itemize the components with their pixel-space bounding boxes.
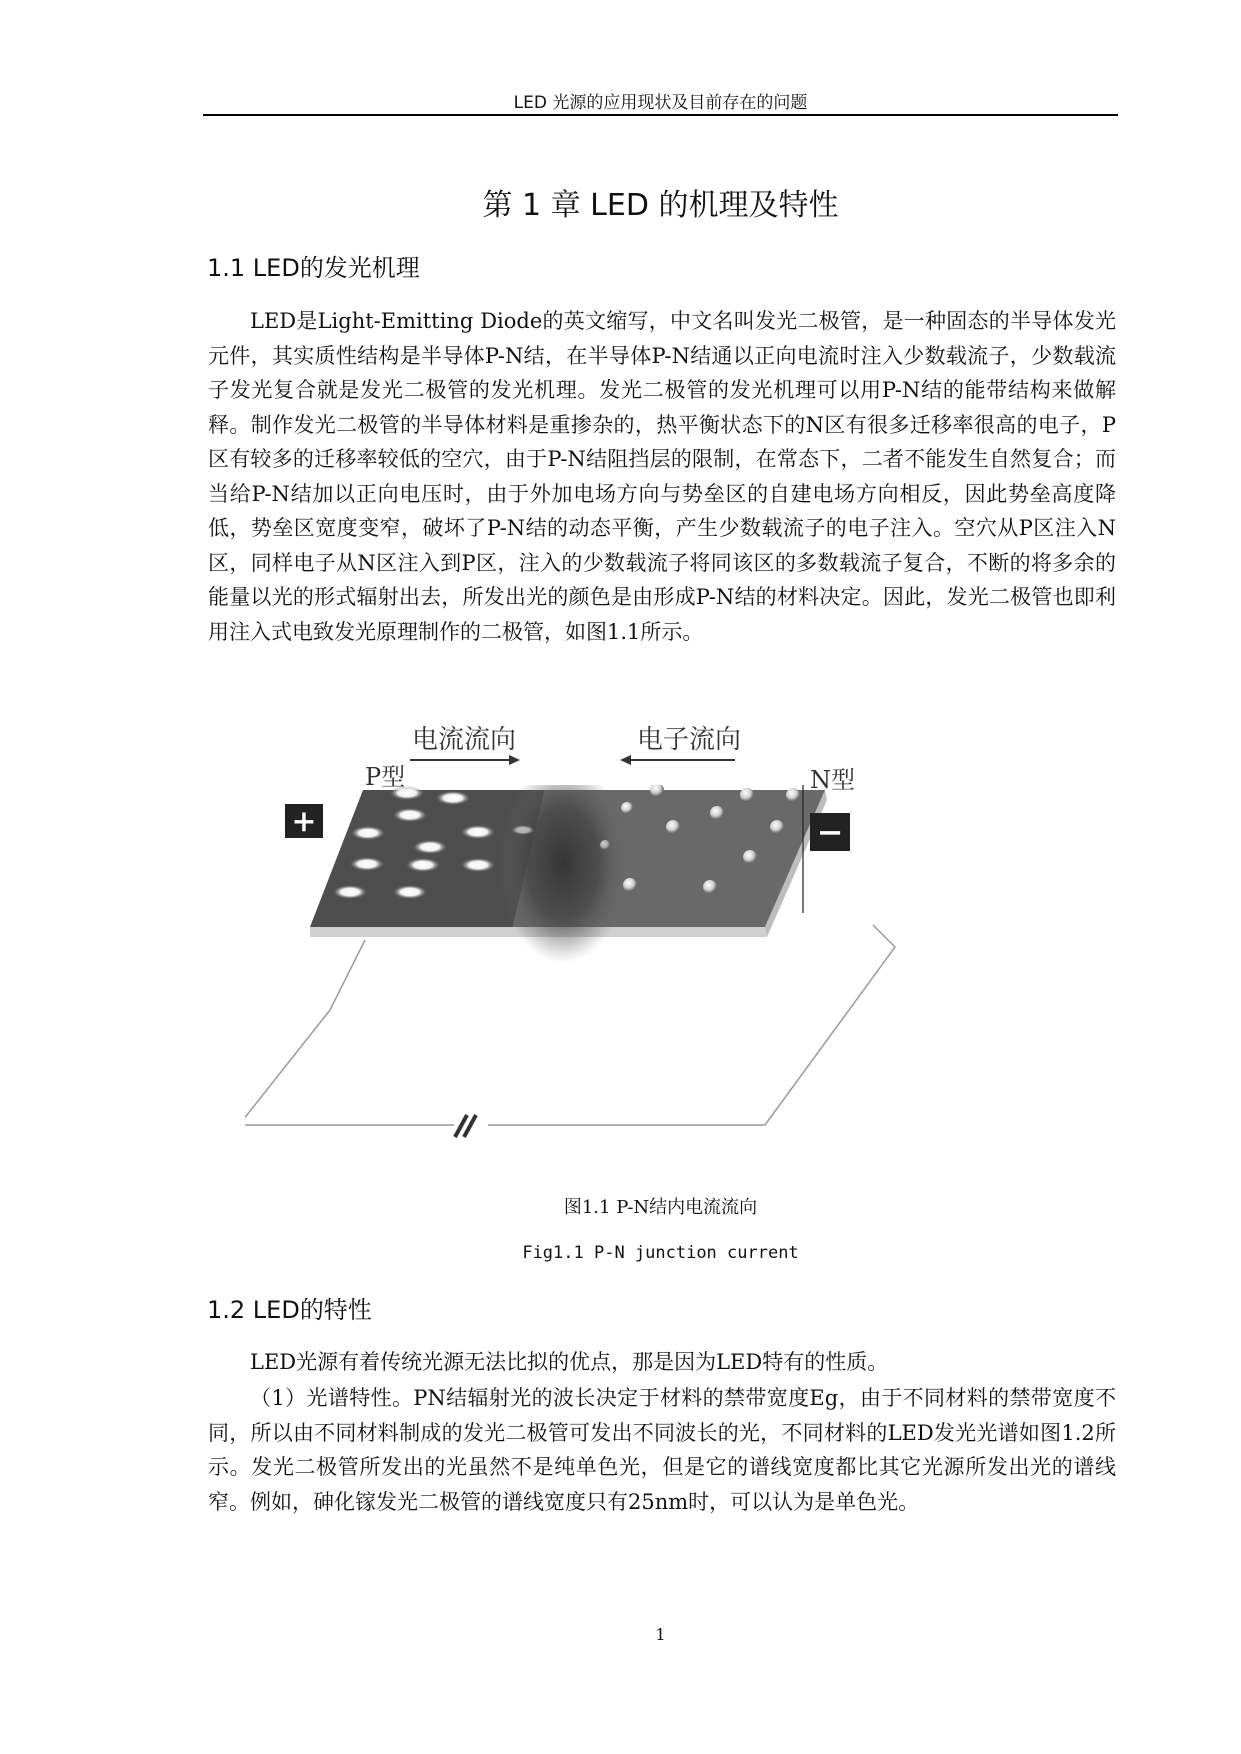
hole	[333, 885, 367, 899]
electron	[600, 840, 610, 850]
hole	[461, 858, 495, 872]
figure-caption-en: Fig1.1 P-N junction current	[522, 1243, 799, 1263]
p-type-label: P型	[365, 763, 406, 791]
circuit-wire	[245, 940, 454, 1125]
current-direction-label: 电流流向	[412, 725, 517, 755]
hole	[350, 857, 384, 871]
plus-terminal-label: +	[291, 804, 317, 839]
header-rule	[203, 114, 1118, 116]
paragraph-spectral-characteristics: （1）光谱特性。PN结辐射光的波长决定于材料的禁带宽度Eg，由于不同材料的禁带宽度不同，所以由不同材料制成的发光二极管可发出不同波长的光，不同材料的LED发光光谱如图1.2所示。发光二极管所发出的光虽然不是纯单色光，但是它的谱线宽度都比其它光源所发出光的谱线窄。例如，砷化镓发光二极管的谱线宽度只有25nm时，可以认为是单色光。	[208, 1386, 1116, 1514]
electron-direction-label: 电子流向	[637, 725, 742, 755]
pn-junction-diagram	[245, 785, 963, 1160]
electron-direction-arrowhead	[620, 755, 631, 765]
figure-pn-junction	[245, 725, 963, 1160]
hole	[413, 840, 447, 854]
section-title-1-2: 1.2 LED的特性	[207, 1296, 372, 1324]
current-direction-arrowhead	[509, 755, 520, 765]
figure-caption-cn: 图1.1 P-N结内电流流向	[563, 1197, 758, 1218]
minus-terminal-label: −	[816, 813, 844, 851]
paragraph-led-mechanism: LED是Light-Emitting Diode的英文缩写，中文名叫发光二极管，是一种固态的半导体发光元件，其实质性结构是半导体P-N结，在半导体P-N结通以正向电流时注入少数载流子，少数载流子发光复合就是发光二极管的发光机理。发光二极管的发光机理可以用P-N结的能带结构来做解释。制作发光二极管的半导体材料是重掺杂的，热平衡状态下的N区有很多迁移率很高的电子，P区有较多的迁移率较低的空穴，由于P-N结阻挡层的限制，在常态下，二者不能发生自然复合；而当给P-N结加以正向电压时，由于外加电场方向与势垒区的自建电场方向相反，因此势垒高度降低，势垒区宽度变窄，破坏了P-N结的动态平衡，产生少数载流子的电子注入。空穴从P区注入N区，同样电子从N区注入到P区，注入的少数载流子将同该区的多数载流子复合，不断的将多余的能量以光的形式辐射出去，所发出光的颜色是由形成P-N结的材料决定。因此，发光二极管也即利用注入式电致发光原理制作的二极管，如图1.1所示。	[208, 309, 1116, 644]
electron	[703, 880, 717, 894]
hole	[406, 858, 440, 872]
electron	[623, 878, 637, 892]
figure-labels	[245, 710, 963, 830]
n-type-label: N型	[810, 766, 855, 794]
section-title-1-1: 1.1 LED的发光机理	[207, 254, 420, 282]
hole	[393, 885, 427, 899]
paragraph-led-advantages: LED光源有着传统光源无法比拟的优点，那是因为LED特有的性质。	[250, 1350, 889, 1374]
page-number: 1	[655, 1625, 666, 1644]
running-header: LED 光源的应用现状及目前存在的问题	[513, 93, 808, 113]
chapter-title: 第 1 章 LED 的机理及特性	[482, 188, 839, 223]
electron	[743, 850, 757, 864]
